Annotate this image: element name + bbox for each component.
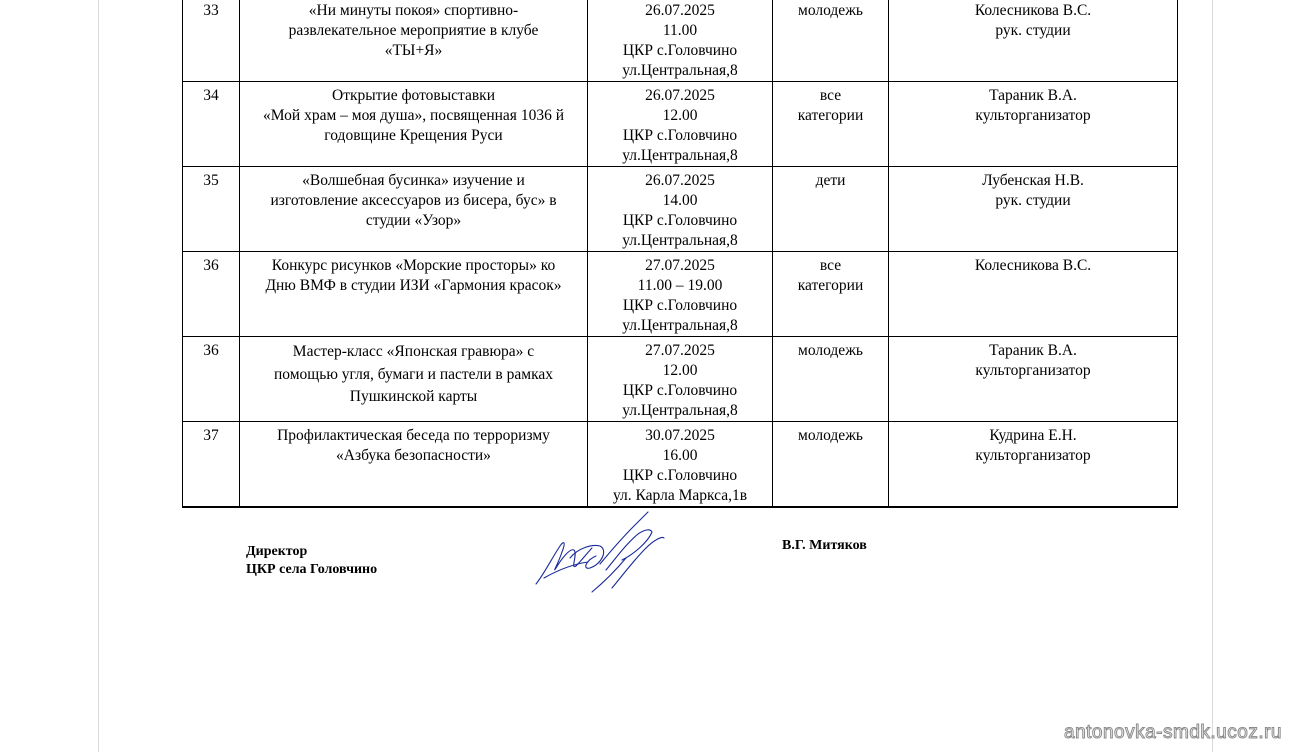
event-title <box>240 82 588 167</box>
site-watermark: antonovka-smdk.ucoz.ru <box>1064 722 1282 743</box>
event-title-line: Мастер-класс «Японская гравюра» с <box>292 343 535 360</box>
event-responsible-line: Колесникова В.С. <box>974 257 1092 274</box>
event-responsible <box>889 167 1178 252</box>
row-number: 37 <box>183 422 240 508</box>
event-date-place-line: 26.07.2025 <box>645 2 715 19</box>
event-responsible-line: культорганизатор <box>975 447 1091 464</box>
event-title-line: помощью угля, бумаги и пастели в рамках <box>274 365 553 383</box>
event-title-line: Профилактическая беседа по терроризму <box>277 427 550 444</box>
event-responsible-line: рук. студии <box>995 22 1071 39</box>
event-responsible <box>889 0 1178 82</box>
handwritten-signature <box>530 508 670 598</box>
event-audience-line: молодежь <box>798 427 863 444</box>
event-date-place <box>588 82 773 167</box>
event-title-line: изготовление аксессуаров из бисера, бус» в <box>270 192 557 209</box>
event-date-place-line: ЦКР с.Головчино <box>622 127 738 144</box>
table-row <box>183 337 1178 422</box>
event-audience-line: категории <box>797 107 864 124</box>
event-date-place-line: 12.00 <box>662 107 698 124</box>
event-responsible-line: культорганизатор <box>975 107 1091 124</box>
event-title-line: Дню ВМФ в студии ИЗИ «Гармония красок» <box>265 277 562 294</box>
table-row <box>183 422 1178 508</box>
event-audience-line: молодежь <box>798 342 863 359</box>
event-title <box>240 337 588 422</box>
row-number: 33 <box>183 0 240 82</box>
event-date-place-line: 27.07.2025 <box>645 257 715 274</box>
signatory-position <box>246 543 377 579</box>
table-row <box>183 252 1178 337</box>
event-date-place <box>588 0 773 82</box>
signatory-position-line2: ЦКР села Головчино <box>246 562 378 577</box>
event-date-place <box>588 422 773 508</box>
event-title-line: годовщине Крещения Руси <box>324 127 503 144</box>
event-date-place-line: 16.00 <box>662 447 698 464</box>
event-title-line: «Волшебная бусинка» изучение и <box>302 172 525 189</box>
event-date-place-line: ул.Центральная,8 <box>622 62 738 79</box>
table-row <box>183 82 1178 167</box>
event-date-place-line: ул. Карла Маркса,1в <box>612 487 748 504</box>
event-date-place <box>588 252 773 337</box>
event-date-place-line: 11.00 – 19.00 <box>637 277 723 294</box>
event-date-place-line: ЦКР с.Головчино <box>622 212 738 229</box>
event-responsible-line: культорганизатор <box>975 362 1091 379</box>
event-responsible-line: Колесникова В.С. <box>974 2 1092 19</box>
event-responsible <box>889 422 1178 508</box>
event-date-place-line: ЦКР с.Головчино <box>622 382 738 399</box>
event-title-line: «Ни минуты покоя» спортивно- <box>308 2 519 19</box>
row-number: 35 <box>183 167 240 252</box>
row-number: 34 <box>183 82 240 167</box>
event-date-place-line: ул.Центральная,8 <box>622 232 738 249</box>
event-date-place-line: ЦКР с.Головчино <box>622 42 738 59</box>
event-date-place-line: ЦКР с.Головчино <box>622 297 738 314</box>
event-title-line: Открытие фотовыставки <box>332 87 495 104</box>
event-title-line: студии «Узор» <box>365 212 462 229</box>
event-title-line: Пушкинской карты <box>349 388 478 405</box>
signatory-name: В.Г. Митяков <box>782 538 867 553</box>
events-table <box>182 0 1178 508</box>
event-date-place <box>588 337 773 422</box>
event-responsible-line: рук. студии <box>995 192 1071 209</box>
event-audience-line: все <box>819 87 842 104</box>
event-responsible-line: Тараник В.А. <box>989 87 1077 104</box>
table-row <box>183 167 1178 252</box>
event-responsible-line: Лубенская Н.В. <box>982 172 1084 189</box>
event-date-place-line: ул.Центральная,8 <box>622 402 738 419</box>
event-title-line: «ТЫ+Я» <box>384 42 443 59</box>
event-title-line: развлекательное мероприятие в клубе <box>288 22 539 39</box>
event-title <box>240 167 588 252</box>
event-audience <box>773 0 889 82</box>
event-date-place-line: 14.00 <box>662 192 698 209</box>
event-date-place-line: 30.07.2025 <box>645 427 715 444</box>
event-date-place-line: 26.07.2025 <box>645 172 715 189</box>
event-title <box>240 0 588 82</box>
event-audience-line: молодежь <box>798 2 863 19</box>
events-table-body <box>183 0 1178 507</box>
event-audience <box>773 337 889 422</box>
event-date-place-line: ул.Центральная,8 <box>622 147 738 164</box>
row-number: 36 <box>183 252 240 337</box>
event-audience-line: категории <box>797 277 864 294</box>
event-title-line: «Азбука безопасности» <box>336 447 491 464</box>
event-audience <box>773 167 889 252</box>
page-edge-left <box>98 0 99 752</box>
event-date-place-line: 11.00 <box>662 22 698 39</box>
event-responsible-line: Тараник В.А. <box>989 342 1077 359</box>
event-date-place-line: 27.07.2025 <box>645 342 715 359</box>
event-audience <box>773 252 889 337</box>
row-number: 36 <box>183 337 240 422</box>
event-date-place-line: 26.07.2025 <box>645 87 715 104</box>
signatory-position-line1: Директор <box>246 544 308 559</box>
table-row <box>183 0 1178 82</box>
event-responsible <box>889 337 1178 422</box>
event-title <box>240 252 588 337</box>
event-responsible <box>889 82 1178 167</box>
event-date-place-line: ЦКР с.Головчино <box>622 467 738 484</box>
event-audience-line: все <box>819 257 842 274</box>
event-date-place-line: 12.00 <box>662 362 698 379</box>
event-responsible-line: Кудрина Е.Н. <box>989 427 1077 444</box>
event-responsible <box>889 252 1178 337</box>
event-date-place <box>588 167 773 252</box>
event-audience-line: дети <box>815 172 846 189</box>
event-title <box>240 422 588 508</box>
page-edge-right <box>1212 0 1213 752</box>
event-title-line: «Мой храм – моя душа», посвященная 1036 й <box>263 107 564 124</box>
event-audience <box>773 422 889 508</box>
event-audience <box>773 82 889 167</box>
event-date-place-line: ул.Центральная,8 <box>622 317 738 334</box>
event-title-line: Конкурс рисунков «Морские просторы» ко <box>271 257 556 274</box>
